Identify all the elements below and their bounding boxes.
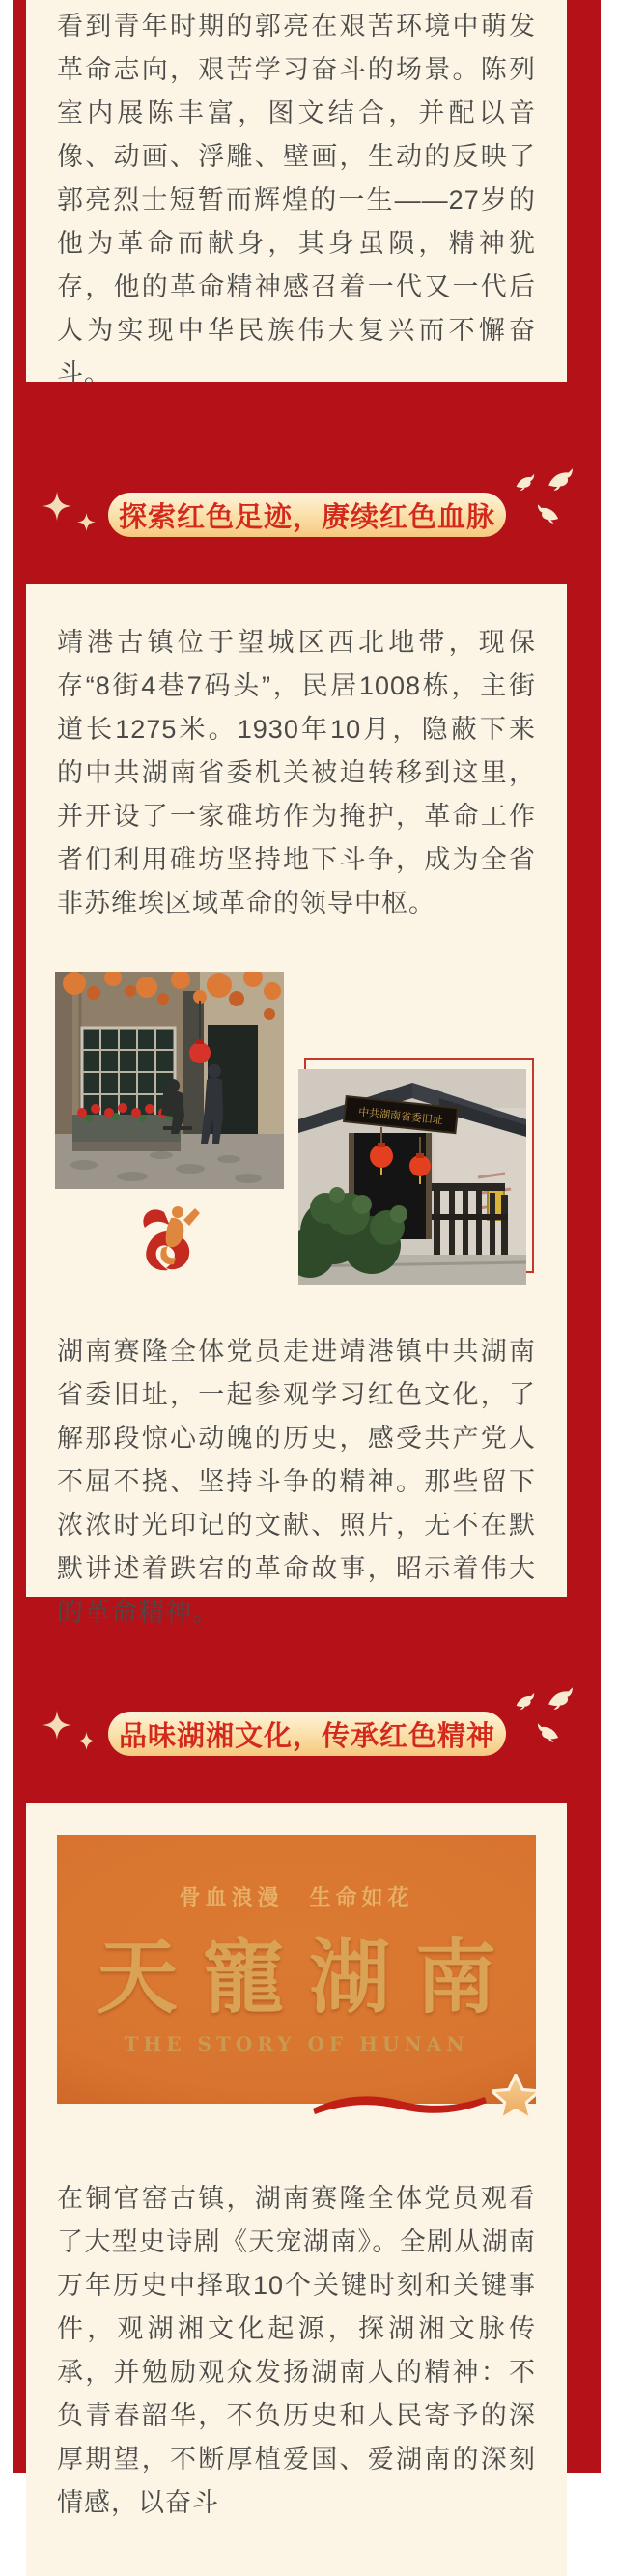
star-icon — [492, 2074, 540, 2122]
poster-tagline: 骨血浪漫 生命如花 — [179, 1885, 414, 1910]
section-banner-2 — [108, 1712, 506, 1756]
paragraph-guoliang: 看到青年时期的郭亮在艰苦环境中萌发革命志向，艰苦学习奋斗的场景。陈列室内展陈丰富，图文结合，并配以音像、动画、浮雕、壁画，生动的反映了郭亮烈士短暂而辉煌的一生——27岁的他为革命而献身，其身虽陨，精神犹存，他的革命精神感召着一代又一代后人为实现中华民族伟大复兴而不懈奋斗。 — [57, 12, 536, 388]
dove-icon — [537, 502, 560, 524]
dove-icon — [547, 467, 574, 492]
sparkle-large-icon — [42, 1711, 71, 1740]
dove-icon — [515, 473, 535, 491]
ribbon-icon — [313, 2089, 487, 2120]
sparkle-large-icon — [42, 492, 71, 521]
show-poster[interactable] — [57, 1835, 536, 2104]
content-card-1 — [26, 0, 567, 388]
section-banner-1 — [108, 493, 506, 537]
banner-1-label: 探索红色足迹，赓续红色血脉 — [118, 501, 495, 533]
sparkle-small-icon — [77, 513, 96, 531]
poster-title: 天寵湖南 — [96, 1929, 521, 2024]
paragraph-jinggang: 靖港古镇位于望城区西北地带，现保存“8街4巷7码头”，民居1008栋，主街道长1275米。1930年10月，隐蔽下来的中共湖南省委机关被迫转移到这里，并开设了一家碓坊作为掩护，革命工作者们利用碓坊坚持地下斗争，成为全省非苏维埃区域革命的领导中枢。 — [57, 628, 536, 918]
banner-2-label: 品味湖湘文化，传承红色精神 — [118, 1720, 495, 1752]
dove-icon — [537, 1721, 560, 1743]
paragraph-visit: 湖南赛隆全体党员走进靖港镇中共湖南省委旧址，一起参观学习红色文化，了解那段惊心动魄的历史，感受共产党人不屈不挠、坚持斗争的精神。那些留下浓浓时光印记的文献、照片，无不在默默讲述着跌宕的革命故事，昭示着伟大的革命精神。 — [57, 1337, 536, 1627]
flying-figure-icon — [139, 1204, 207, 1278]
sparkle-small-icon — [77, 1732, 96, 1750]
dove-icon — [547, 1685, 574, 1711]
paragraph-show: 在铜官窑古镇，湖南赛隆全体党员观看了大型史诗剧《天宠湖南》。全剧从湖南万年历史中择取10个关键时刻和关键事件，观湖湘文化起源，探湖湘文脉传承，并勉励观众发扬湖南人的精神：不负青春韶华，不负历史和人民寄予的深厚期望，不断厚植爱国、爱湖南的深刻情感，以奋斗 — [57, 2184, 536, 2517]
site-sign-text: 中共湖南省委旧址 — [357, 1106, 444, 1127]
dove-icon — [515, 1692, 535, 1710]
site-photo[interactable] — [298, 1069, 526, 1285]
poster-subtitle-en: THE STORY OF HUNAN — [124, 2032, 469, 2055]
street-photo[interactable] — [55, 972, 284, 1189]
content-card-2 — [26, 584, 567, 1627]
content-card-3 — [26, 1803, 567, 2576]
